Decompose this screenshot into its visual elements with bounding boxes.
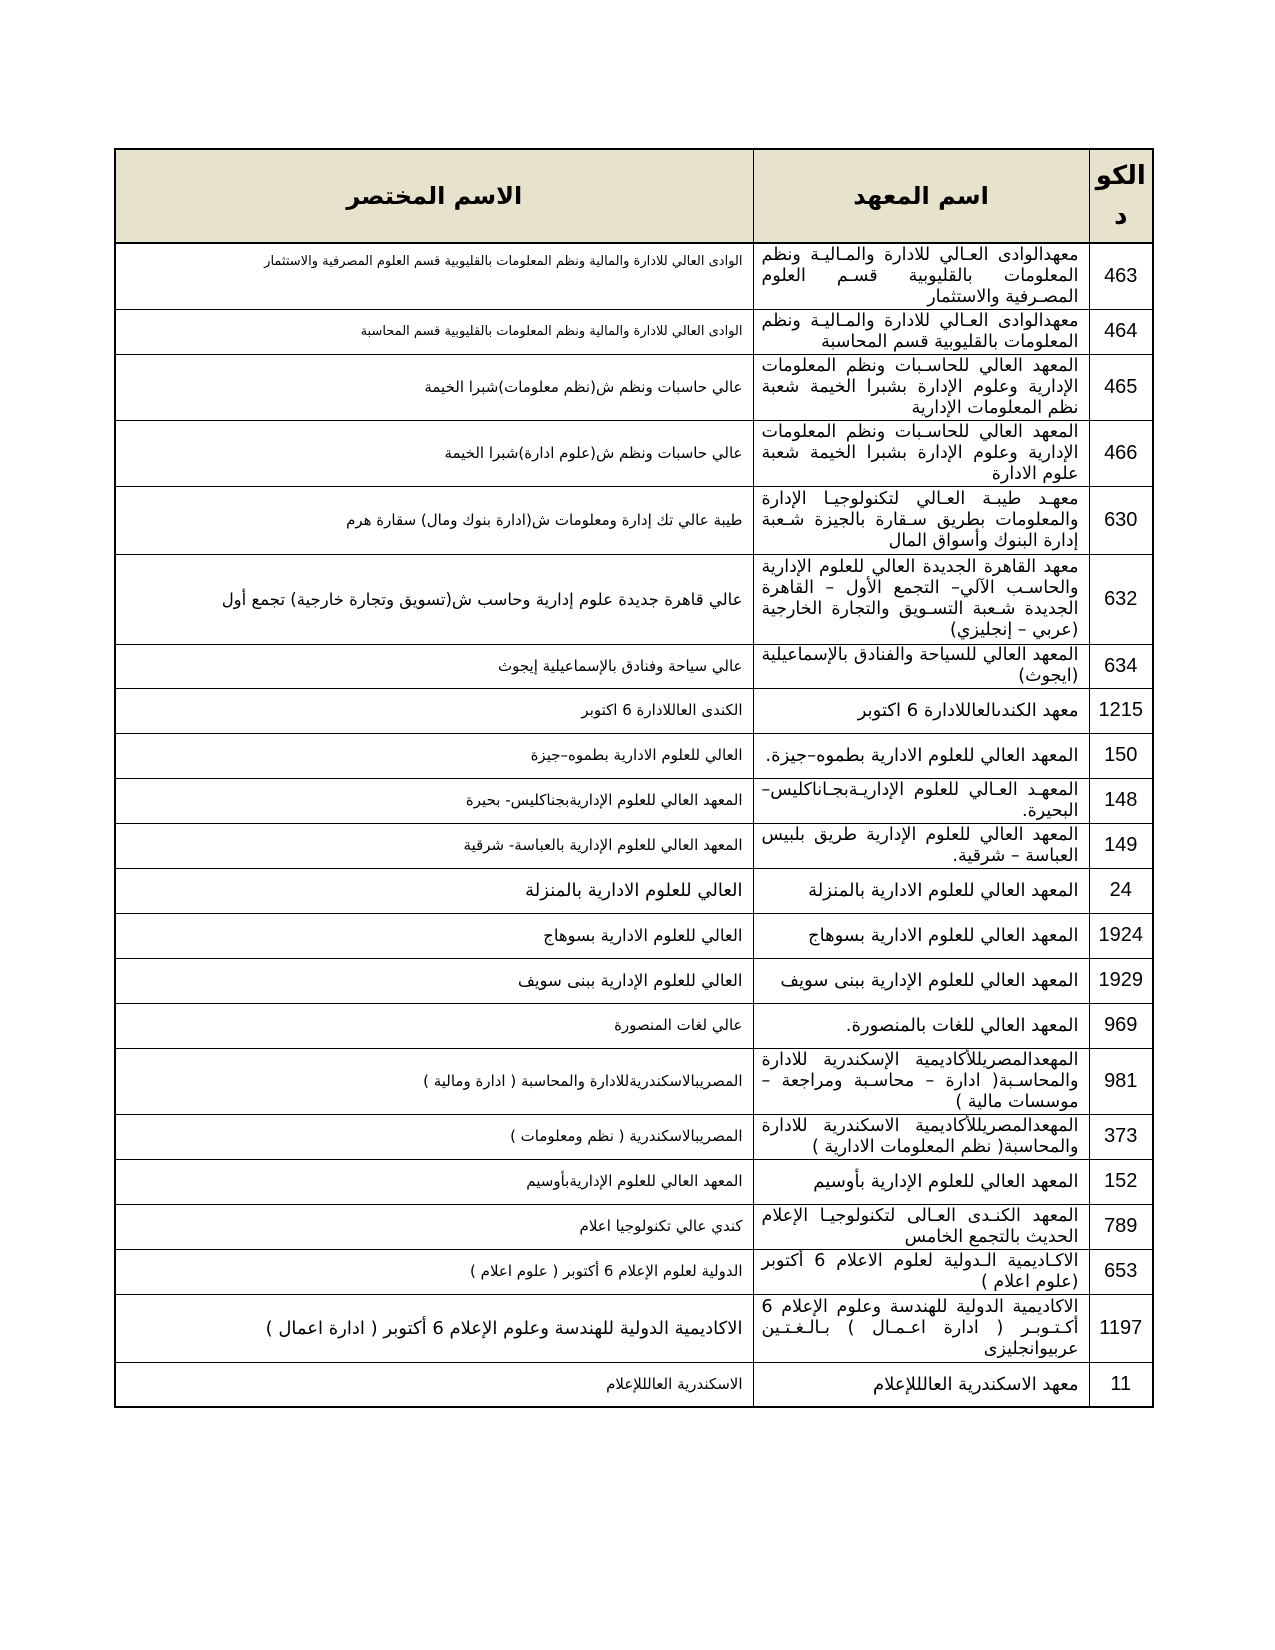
row-short-name: عالي قاهرة جديدة علوم إدارية وحاسب ش(تسويق وتجارة خارجية) تجمع أول <box>115 554 753 644</box>
row-code: 1929 <box>1089 958 1153 1003</box>
row-institute-name: المعهد العالي للعلوم الادارية بسوهاج <box>753 913 1089 958</box>
row-short-name: عالي لغات المنصورة <box>115 1003 753 1048</box>
row-short-name: عالي حاسبات ونظم ش(علوم ادارة)شبرا الخيمة <box>115 420 753 486</box>
row-short-name: الاكاديمية الدولية للهندسة وعلوم الإعلام 6 أكتوبر ( ادارة اعمال ) <box>115 1294 753 1362</box>
row-institute-name: الاكاديمية الدولية للهندسة وعلوم الإعلام 6 أكـتـوبـر ( ادارة اعـمـال ) بـالـغـتـين عربيوانجليزى <box>753 1294 1089 1362</box>
row-institute-name: المهعدالمصريللأكاديمية الإسكندرية للادارة والمحاسـبة( ادارة – محاسـبة ومراجعة – موسسات مالية ) <box>753 1048 1089 1114</box>
table-row <box>115 1159 1153 1204</box>
table-row <box>115 1294 1153 1362</box>
row-short-name: الدولية لعلوم الإعلام 6 أكتوبر ( علوم اعلام ) <box>115 1249 753 1294</box>
table-header <box>115 149 1153 243</box>
row-code: 466 <box>1089 420 1153 486</box>
row-institute-name: معهد الاسكندرية العالللإعلام <box>753 1362 1089 1407</box>
table-row <box>115 913 1153 958</box>
row-institute-name: المعهد العالي للحاسـبات ونظم المعلومات الإدارية وعلوم الإدارة بشبرا الخيمة شعبة نظم المعلومات الإدارية <box>753 354 1089 420</box>
row-short-name: المعهد العالي للعلوم الإداريةبجناكليس- بحيرة <box>115 778 753 823</box>
institutes-table <box>114 148 1154 1408</box>
row-short-name: المصريبالاسكندريةللادارة والمحاسبة ( ادارة ومالية ) <box>115 1048 753 1114</box>
row-institute-name: المعهـد العـالي للعلوم الإداريـةبجـاناكليس– البحيرة. <box>753 778 1089 823</box>
row-short-name: المعهد العالي للعلوم الإداريةبأوسيم <box>115 1159 753 1204</box>
row-short-name: العالي للعلوم الادارية بطموه–جيزة <box>115 733 753 778</box>
row-short-name: العالي للعلوم الادارية بالمنزلة <box>115 868 753 913</box>
row-short-name: المصريبالاسكندرية ( نظم ومعلومات ) <box>115 1114 753 1159</box>
row-short-name: طيبة عالي تك إدارة ومعلومات ش(ادارة بنوك ومال) سقارة هرم <box>115 486 753 554</box>
table-row <box>115 644 1153 688</box>
table-row <box>115 1204 1153 1249</box>
row-short-name: العالي للعلوم الإدارية ببنى سويف <box>115 958 753 1003</box>
row-code: 981 <box>1089 1048 1153 1114</box>
table-row <box>115 1114 1153 1159</box>
row-code: 463 <box>1089 243 1153 309</box>
table-row <box>115 309 1153 354</box>
table-row <box>115 243 1153 309</box>
row-institute-name: الاكـاديمية الـدولية لعلوم الاعلام 6 أكتوبر (علوم اعلام ) <box>753 1249 1089 1294</box>
row-code: 24 <box>1089 868 1153 913</box>
table-row <box>115 733 1153 778</box>
row-institute-name: المعهد العالي للعلوم الادارية بالمنزلة <box>753 868 1089 913</box>
row-institute-name: معهد الكندىالعاللادارة 6 اكتوبر <box>753 688 1089 733</box>
table-row <box>115 1362 1153 1407</box>
row-code: 1924 <box>1089 913 1153 958</box>
table-row <box>115 554 1153 644</box>
row-code: 1197 <box>1089 1294 1153 1362</box>
table-row <box>115 1003 1153 1048</box>
row-short-name: الوادى العالي للادارة والمالية ونظم المعلومات بالقليوبية قسم العلوم المصرفية والاستثمار <box>115 243 753 309</box>
row-code: 373 <box>1089 1114 1153 1159</box>
table-row <box>115 958 1153 1003</box>
row-institute-name: معهد القاهرة الجديدة العالي للعلوم الإدارية والحاسـب الآلي– التجمع الأول – القاهرة الجديدة شـعبة التسـويق والتجارة الخارجية (عربي – إنجليزي) <box>753 554 1089 644</box>
table-row <box>115 420 1153 486</box>
row-institute-name: المعهد العالي للغات بالمنصورة. <box>753 1003 1089 1048</box>
row-code: 150 <box>1089 733 1153 778</box>
row-institute-name: المعهد العالي للعلوم الإدارية ببنى سويف <box>753 958 1089 1003</box>
table-row <box>115 778 1153 823</box>
row-code: 969 <box>1089 1003 1153 1048</box>
row-short-name: الاسكندرية العالللإعلام <box>115 1362 753 1407</box>
row-code: 630 <box>1089 486 1153 554</box>
row-code: 464 <box>1089 309 1153 354</box>
row-institute-name: معهـد طيبـة العـالي لتكنولوجيـا الإدارة والمعلومات بطريق سـقارة بالجيزة شـعبة إدارة البنوك وأسواق المال <box>753 486 1089 554</box>
row-code: 149 <box>1089 823 1153 868</box>
row-code: 789 <box>1089 1204 1153 1249</box>
row-short-name: المعهد العالي للعلوم الإدارية بالعباسة- شرقية <box>115 823 753 868</box>
row-code: 152 <box>1089 1159 1153 1204</box>
header-short-name: الاسم المختصر <box>115 149 753 243</box>
table-row <box>115 354 1153 420</box>
row-code: 148 <box>1089 778 1153 823</box>
header-institute-name: اسم المعهد <box>753 149 1089 243</box>
row-institute-name: معهدالوادى العـالي للادارة والمـاليـة ونظم المعلومات بالقليوبية قسـم العلوم المصـرفية والاستثمار <box>753 243 1089 309</box>
row-code: 632 <box>1089 554 1153 644</box>
row-code: 653 <box>1089 1249 1153 1294</box>
row-short-name: الكندى العاللادارة 6 اكتوبر <box>115 688 753 733</box>
row-short-name: كندي عالي تكنولوجيا اعلام <box>115 1204 753 1249</box>
header-code: الكو د <box>1089 149 1153 243</box>
table-row <box>115 1048 1153 1114</box>
row-short-name: الوادى العالي للادارة والمالية ونظم المعلومات بالقليوبية قسم المحاسبة <box>115 309 753 354</box>
row-institute-name: المعهد العالي للسياحة والفنادق بالإسماعيلية (ايجوث) <box>753 644 1089 688</box>
row-institute-name: معهدالوادى العـالي للادارة والمـاليـة ونظم المعلومات بالقليوبية قسم المحاسبة <box>753 309 1089 354</box>
row-institute-name: المعهد العالي للعلوم الإدارية طريق بلبيس العباسة – شرقية. <box>753 823 1089 868</box>
table-row <box>115 688 1153 733</box>
row-institute-name: المعهد العالي للحاسـبات ونظم المعلومات الإدارية وعلوم الإدارة بشبرا الخيمة شعبة علوم الادارة <box>753 420 1089 486</box>
table-row <box>115 486 1153 554</box>
row-institute-name: المهعدالمصريللأكاديمية الاسكندرية للادارة والمحاسبة( نظم المعلومات الادارية ) <box>753 1114 1089 1159</box>
row-institute-name: المعهد الكنـدى العـالى لتكنولوجيـا الإعلام الحديث بالتجمع الخامس <box>753 1204 1089 1249</box>
table-row <box>115 868 1153 913</box>
row-code: 634 <box>1089 644 1153 688</box>
row-code: 465 <box>1089 354 1153 420</box>
row-institute-name: المعهد العالي للعلوم الإدارية بأوسيم <box>753 1159 1089 1204</box>
row-code: 11 <box>1089 1362 1153 1407</box>
row-institute-name: المعهد العالي للعلوم الادارية بطموه–جيزة. <box>753 733 1089 778</box>
table-body <box>115 243 1153 1407</box>
row-code: 1215 <box>1089 688 1153 733</box>
row-short-name: عالي سياحة وفنادق بالإسماعيلية إيجوث <box>115 644 753 688</box>
table-row <box>115 823 1153 868</box>
table-row <box>115 1249 1153 1294</box>
row-short-name: عالي حاسبات ونظم ش(نظم معلومات)شبرا الخيمة <box>115 354 753 420</box>
row-short-name: العالي للعلوم الادارية بسوهاج <box>115 913 753 958</box>
